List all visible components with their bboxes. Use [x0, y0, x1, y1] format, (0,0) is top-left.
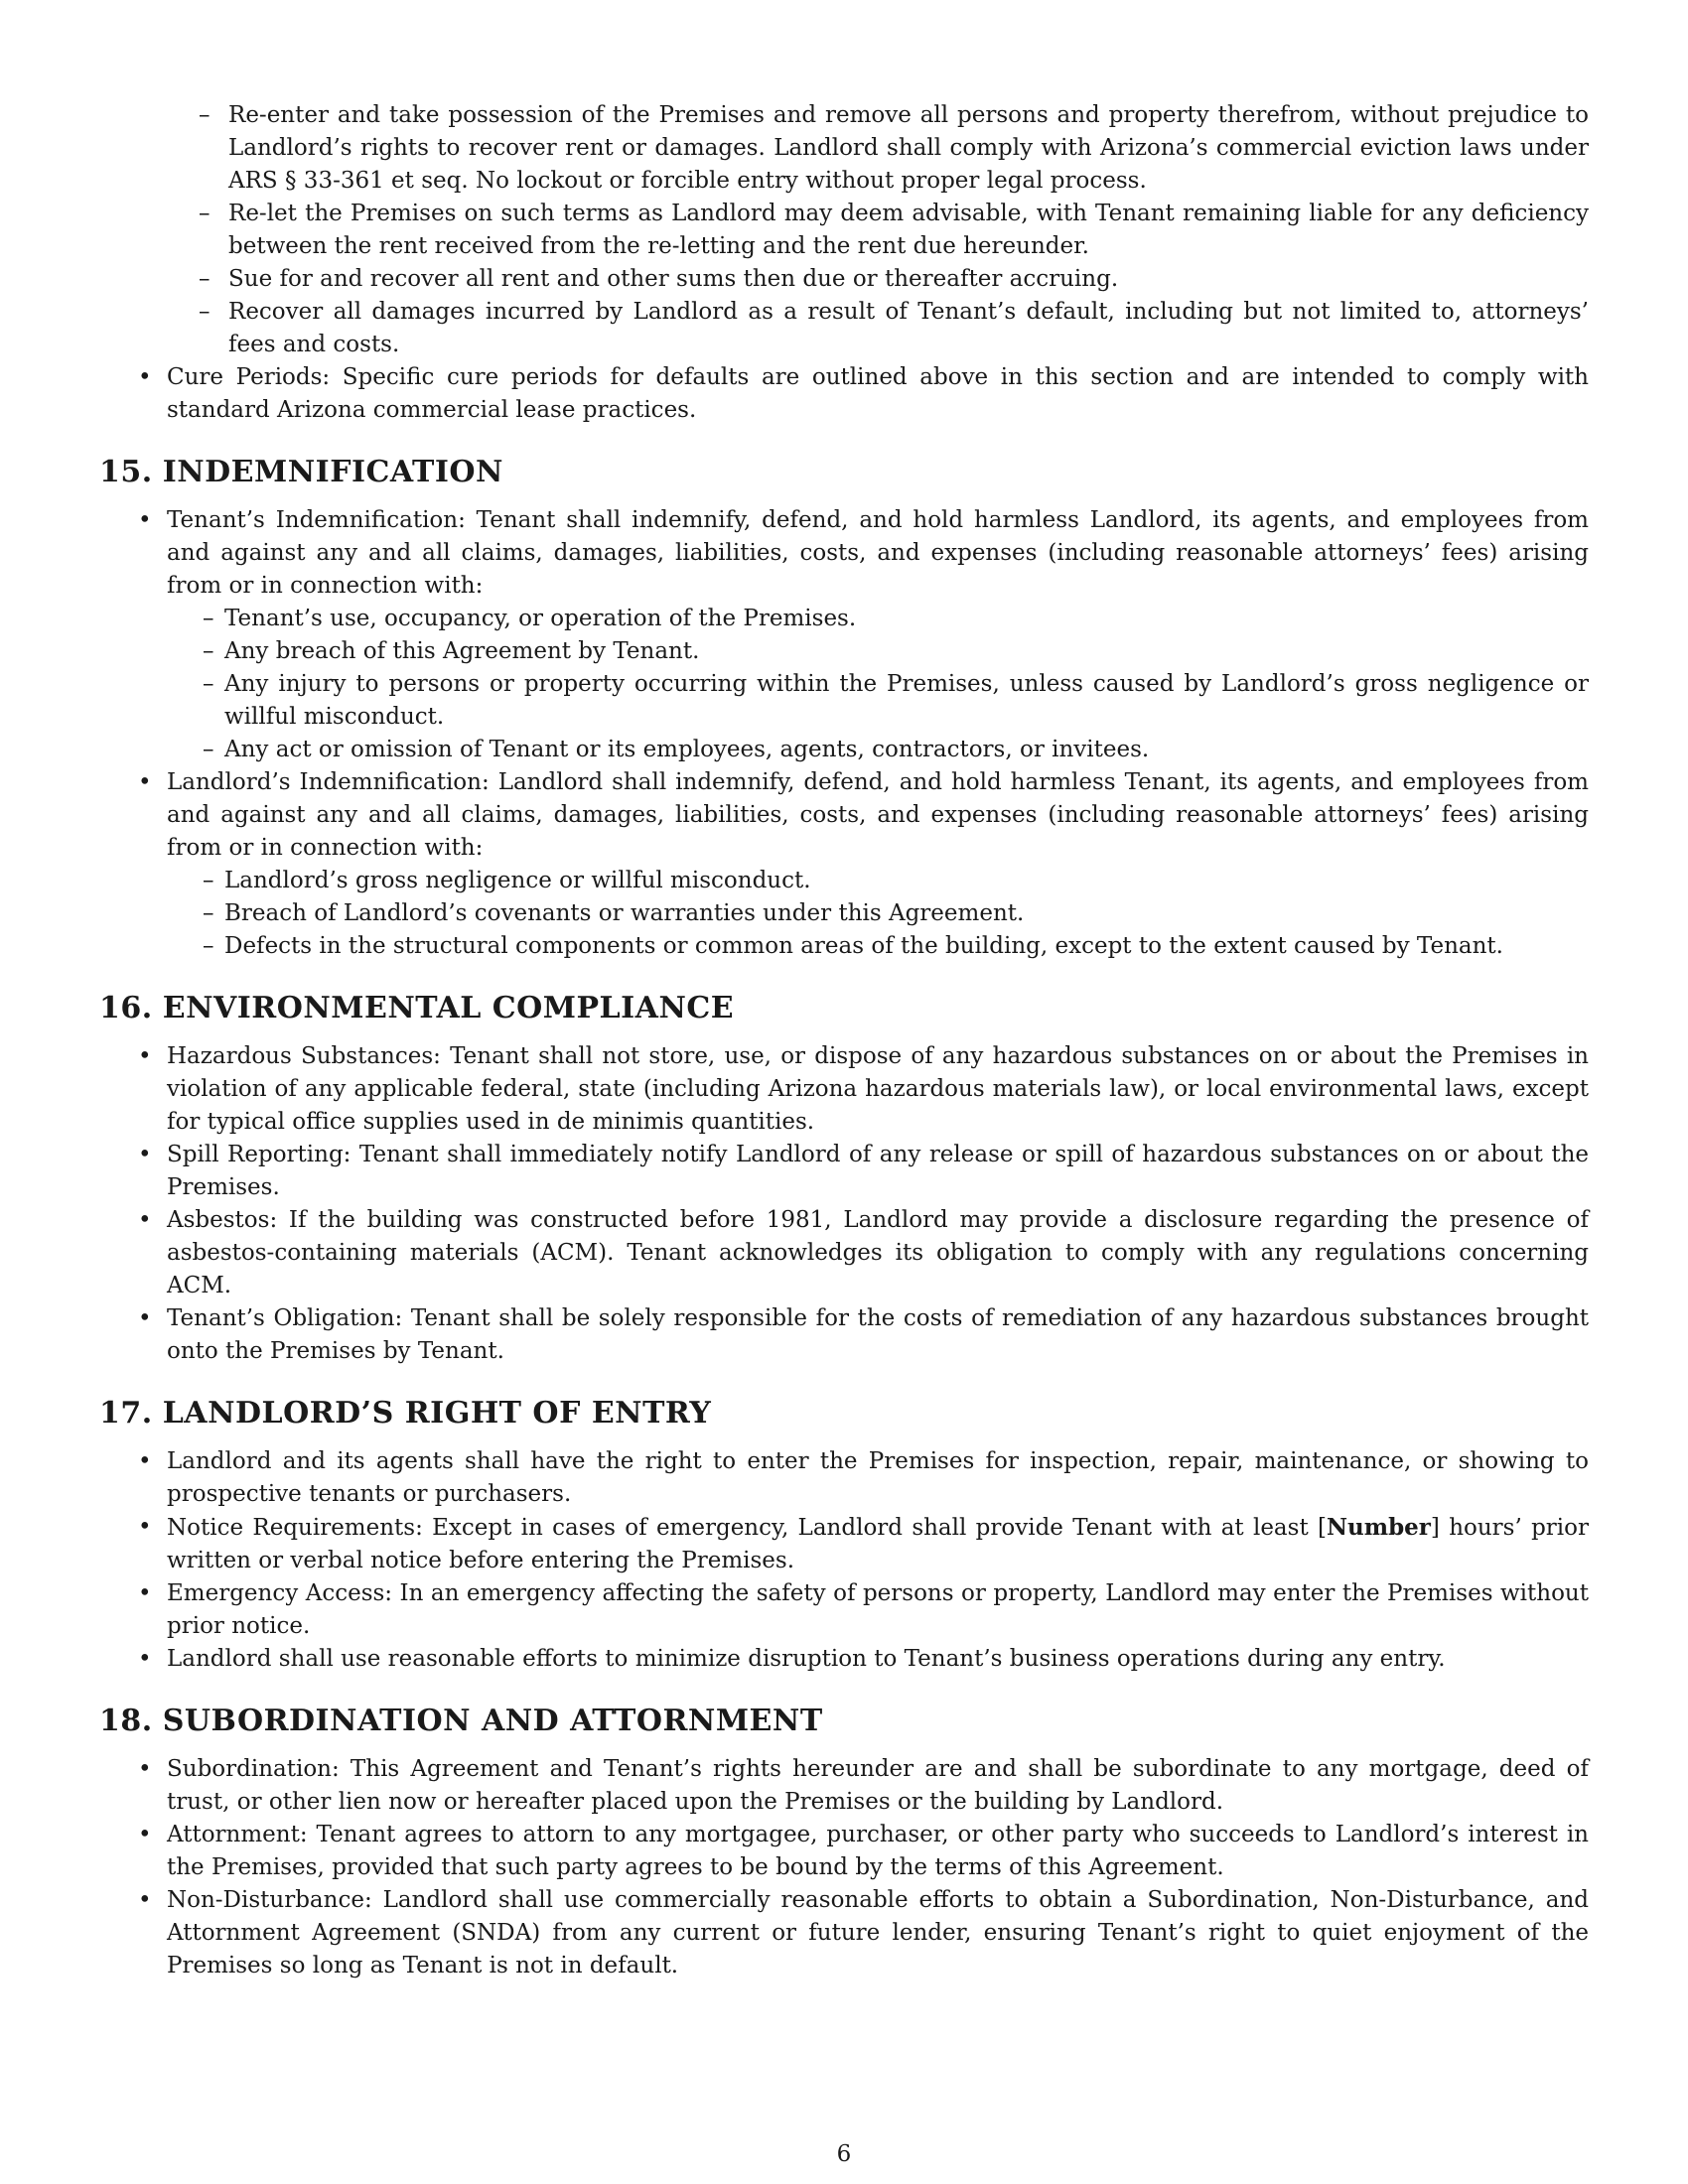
list-item: • Tenant’s Obligation: Tenant shall be solely responsible for the costs of remediation of any hazardous substances brought onto the Premises by Tenant. [99, 1302, 1589, 1368]
section-title: INDEMNIFICATION [162, 455, 503, 489]
list-item: • Asbestos: If the building was constructed before 1981, Landlord may provide a disclosure regarding the presence of asbestos-containing materials (ACM). Tenant acknowledges its obligation to comply with any regulations concerning ACM. [99, 1204, 1589, 1302]
section-heading-15 [99, 455, 1589, 490]
list-item: – Tenant’s use, occupancy, or operation of the Premises. [167, 603, 1589, 635]
landlord-indemnification-sublist [167, 865, 1589, 963]
section-heading-16 [99, 991, 1589, 1026]
section-number: 18. [99, 1704, 153, 1738]
section-title: SUBORDINATION AND ATTORNMENT [162, 1704, 823, 1738]
section-heading-18 [99, 1704, 1589, 1739]
list-item [99, 766, 1589, 963]
list-item: – Sue for and recover all rent and other sums then due or thereafter accruing. [99, 263, 1589, 296]
list-item: • Landlord shall use reasonable efforts to minimize disruption to Tenant’s business operations during any entry. [99, 1643, 1589, 1676]
tenant-indemnification-text: Tenant’s Indemnification: Tenant shall indemnify, defend, and hold harmless Landlord, its agents, and employees from and against any and all claims, damages, liabilities, costs, and expenses (including reasonable attorneys’ fees) arising from or in connection with: [167, 507, 1589, 599]
list-item: • Emergency Access: In an emergency affecting the safety of persons or property, Landlord may enter the Premises without prior notice. [99, 1577, 1589, 1643]
cure-periods-list [99, 361, 1589, 427]
list-item: • Cure Periods: Specific cure periods for defaults are outlined above in this section and are intended to comply with standard Arizona commercial lease practices. [99, 361, 1589, 427]
section-title: LANDLORD’S RIGHT OF ENTRY [162, 1396, 712, 1431]
default-remedies-list [99, 99, 1589, 361]
list-item: – Defects in the structural components or common areas of the building, except to the extent caused by Tenant. [167, 930, 1589, 963]
list-item: – Any act or omission of Tenant or its employees, agents, contractors, or invitees. [167, 734, 1589, 766]
list-item: – Any breach of this Agreement by Tenant. [167, 635, 1589, 668]
section-number: 15. [99, 455, 153, 489]
list-item: • Subordination: This Agreement and Tenant’s rights hereunder are and shall be subordinate to any mortgage, deed of trust, or other lien now or hereafter placed upon the Premises or the building by Landlord. [99, 1753, 1589, 1819]
list-item: • Hazardous Substances: Tenant shall not store, use, or dispose of any hazardous substances on or about the Premises in violation of any applicable federal, state (including Arizona hazardous materials law), or local environmental laws, except for typical office supplies used in de minimis quantities. [99, 1040, 1589, 1139]
list-item [99, 1511, 1589, 1577]
list-item: – Breach of Landlord’s covenants or warranties under this Agreement. [167, 897, 1589, 930]
indemnification-list [99, 504, 1589, 963]
section-number: 17. [99, 1396, 153, 1431]
list-item: • Landlord and its agents shall have the right to enter the Premises for inspection, repair, maintenance, or showing to prospective tenants or purchasers. [99, 1445, 1589, 1511]
list-item: • Non-Disturbance: Landlord shall use commercially reasonable efforts to obtain a Subordination, Non-Disturbance, and Attornment Agreement (SNDA) from any current or future lender, ensuring Tenant’s right to quiet enjoyment of the Premises so long as Tenant is not in default. [99, 1884, 1589, 1982]
environmental-list [99, 1040, 1589, 1368]
section-heading-17 [99, 1396, 1589, 1432]
notice-text-before: Notice Requirements: Except in cases of emergency, Landlord shall provide Tenant with at least [ [167, 1515, 1327, 1541]
placeholder-number: Number [1326, 1514, 1431, 1541]
list-item [99, 504, 1589, 766]
right-of-entry-list [99, 1445, 1589, 1676]
list-item: – Recover all damages incurred by Landlord as a result of Tenant’s default, including but not limited to, attorneys’ fees and costs. [99, 296, 1589, 361]
list-item: • Spill Reporting: Tenant shall immediately notify Landlord of any release or spill of hazardous substances on or about the Premises. [99, 1139, 1589, 1204]
list-item: • Attornment: Tenant agrees to attorn to any mortgagee, purchaser, or other party who succeeds to Landlord’s interest in the Premises, provided that such party agrees to be bound by the terms of this Agreement. [99, 1819, 1589, 1884]
list-item: – Re-let the Premises on such terms as Landlord may deem advisable, with Tenant remaining liable for any deficiency between the rent received from the re-letting and the rent due hereunder. [99, 198, 1589, 263]
notice-text-after: ] hours’ prior written or verbal notice before entering the Premises. [167, 1515, 1589, 1573]
subordination-list [99, 1753, 1589, 1982]
section-number: 16. [99, 991, 153, 1025]
document-page [99, 99, 1589, 1982]
section-title: ENVIRONMENTAL COMPLIANCE [162, 991, 735, 1025]
landlord-indemnification-text: Landlord’s Indemnification: Landlord shall indemnify, defend, and hold harmless Tenant, its agents, and employees from and against any and all claims, damages, liabilities, costs, and expenses (including reasonable attorneys’ fees) arising from or in connection with: [167, 769, 1589, 861]
page-number: 6 [836, 2141, 852, 2167]
tenant-indemnification-sublist [167, 603, 1589, 766]
list-item: – Landlord’s gross negligence or willful misconduct. [167, 865, 1589, 897]
list-item: – Re-enter and take possession of the Premises and remove all persons and property therefrom, without prejudice to Landlord’s rights to recover rent or damages. Landlord shall comply with Arizona’s commercial eviction laws under ARS § 33-361 et seq. No lockout or forcible entry without proper legal process. [99, 99, 1589, 198]
list-item: – Any injury to persons or property occurring within the Premises, unless caused by Landlord’s gross negligence or willful misconduct. [167, 668, 1589, 734]
